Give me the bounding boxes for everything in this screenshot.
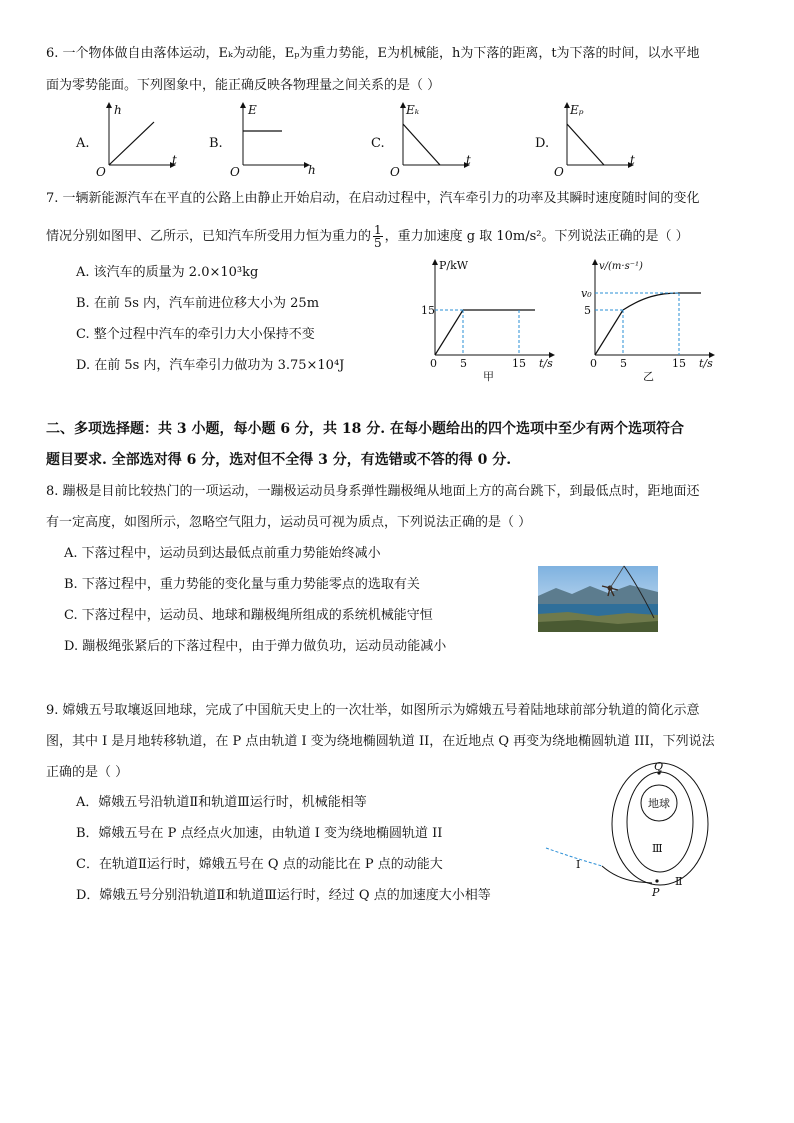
jia-origin: 0 [430, 357, 437, 370]
q9-option-c: C．在轨道Ⅱ运行时，嫦娥五号在 Q 点的动能比在 P 点的动能大 [76, 857, 443, 872]
q6-graph-a [96, 102, 177, 179]
q8-option-a: A. 下落过程中，运动员到达最低点前重力势能始终减小 [64, 546, 381, 561]
q7-stem-line2 [46, 224, 756, 250]
q7-stem-line1: 7. 一辆新能源汽车在平直的公路上由静止开始启动，在启动过程中，汽车牵引力的功率及其瞬时速度随时间的变化 [46, 191, 700, 206]
jia-caption: 甲 [483, 370, 494, 383]
q6-option-a-label: A. [76, 136, 90, 151]
orbit-earth-label: 地球 [648, 797, 670, 810]
q6-b-xaxis: h [308, 163, 316, 177]
q6-graph-d [554, 102, 635, 179]
q7-option-a: A. 该汽车的质量为 2.0×10³kg [76, 265, 259, 280]
q8-option-b: B. 下落过程中，重力势能的变化量与重力势能零点的选取有关 [64, 577, 420, 592]
yi-xlabel: t/s [699, 357, 713, 370]
q9-stem-line2: 图，其中 I 是月地转移轨道，在 P 点由轨道 I 变为绕地椭圆轨道 II，在近地点 Q 再变为绕地椭圆轨道 III，下列说法 [46, 734, 715, 749]
orbit-diagram [540, 762, 710, 902]
yi-ylabel: v/(m·s⁻¹) [599, 261, 643, 272]
q6-option-b-label: B. [209, 136, 223, 151]
orbit-label-1: I [576, 858, 581, 871]
section2-header-line1: 二、多项选择题：共 3 小题，每小题 6 分，共 18 分. 在每小题给出的四个选项中至少有两个选项符合 [46, 421, 684, 437]
q9-stem-line1: 9. 嫦娥五号取壤返回地球，完成了中国航天史上的一次壮举，如图所示为嫦娥五号着陆地球前部分轨道的简化示意 [46, 703, 700, 718]
q6-stem-line2: 面为零势能面。下列图象中，能正确反映各物理量之间关系的是（ ） [46, 78, 441, 93]
yi-origin: 0 [590, 357, 597, 370]
q7-option-d: D. 在前 5s 内，汽车牵引力做功为 3.75×10⁴J [76, 358, 345, 373]
q7-stem-line2-a: 情况分别如图甲、乙所示，已知汽车所受用力恒为重力的 [46, 229, 372, 244]
q9-option-b: B．嫦娥五号在 P 点经点火加速，由轨道 I 变为绕地椭圆轨道 II [76, 826, 443, 841]
q7-option-c: C. 整个过程中汽车的牵引力大小保持不变 [76, 327, 315, 342]
q7-stem-line2-b: ，重力加速度 g 取 10m/s²。下列说法正确的是（ ） [384, 229, 689, 244]
q8-option-c: C. 下落过程中，运动员、地球和蹦极绳所组成的系统机械能守恒 [64, 608, 433, 623]
jia-xtick-15: 15 [512, 357, 526, 370]
q6-d-yaxis: Eₚ [570, 103, 584, 117]
yi-xtick-15: 15 [672, 357, 686, 370]
q6-stem-line1: 6. 一个物体做自由落体运动，Eₖ为动能，Eₚ为重力势能，E为机械能，h为下落的距离，t为下落的时间，以水平地 [46, 46, 700, 61]
q6-graph-b [230, 102, 316, 179]
jia-xtick-5: 5 [460, 357, 467, 370]
yi-ytick-5: 5 [584, 304, 591, 317]
orbit-point-q: Q [654, 760, 664, 773]
q8-stem-line2: 有一定高度，如图所示，忽略空气阻力，运动员可视为质点，下列说法正确的是（ ） [46, 515, 532, 530]
q6-option-graphs [0, 100, 794, 180]
q6-b-yaxis: E [248, 103, 257, 117]
q6-graph-c [390, 102, 471, 179]
q9-option-d: D．嫦娥五号分别沿轨道Ⅱ和轨道Ⅲ运行时，经过 Q 点的加速度大小相等 [76, 888, 491, 903]
q8-stem-line1: 8. 蹦极是目前比较热门的一项运动，一蹦极运动员身系弹性蹦极绳从地面上方的高台跳下，到最低点时，距地面还 [46, 484, 700, 499]
orbit-label-2: Ⅱ [675, 875, 683, 888]
jia-xlabel: t/s [539, 357, 553, 370]
q7-chart-jia [415, 255, 565, 383]
q6-option-d-label: D. [535, 136, 550, 151]
q6-a-origin: O [96, 165, 106, 179]
q6-d-xaxis: t [630, 153, 635, 167]
q7-chart-yi [575, 255, 725, 383]
bungee-photo [538, 566, 658, 632]
q9-option-a: A．嫦娥五号沿轨道Ⅱ和轨道Ⅲ运行时，机械能相等 [76, 795, 367, 810]
q7-option-b: B. 在前 5s 内，汽车前进位移大小为 25m [76, 296, 320, 311]
yi-caption: 乙 [643, 370, 654, 383]
section2-header-line2: 题目要求. 全部选对得 6 分，选对但不全得 3 分，有选错或不答的得 0 分. [46, 452, 512, 468]
yi-ytick-v0: v₀ [581, 287, 592, 300]
jia-ytick-15: 15 [421, 304, 435, 317]
q6-b-origin: O [230, 165, 240, 179]
q8-option-d: D. 蹦极绳张紧后的下落过程中，由于弹力做负功，运动员动能减小 [64, 639, 447, 654]
q6-a-yaxis: h [114, 103, 122, 117]
yi-xtick-5: 5 [620, 357, 627, 370]
q6-a-xaxis: t [172, 153, 177, 167]
q9-stem-line3: 正确的是（ ） [46, 765, 129, 780]
orbit-label-3: Ⅲ [652, 842, 663, 855]
q6-c-yaxis: Eₖ [406, 103, 420, 117]
q6-c-origin: O [390, 165, 400, 179]
jia-ylabel: P/kW [439, 259, 469, 272]
q6-c-xaxis: t [466, 153, 471, 167]
q6-option-c-label: C. [371, 136, 385, 151]
q6-d-origin: O [554, 165, 564, 179]
orbit-point-p: P [652, 886, 660, 899]
q7-fraction: $\frac{1}{5}$ [374, 223, 382, 250]
